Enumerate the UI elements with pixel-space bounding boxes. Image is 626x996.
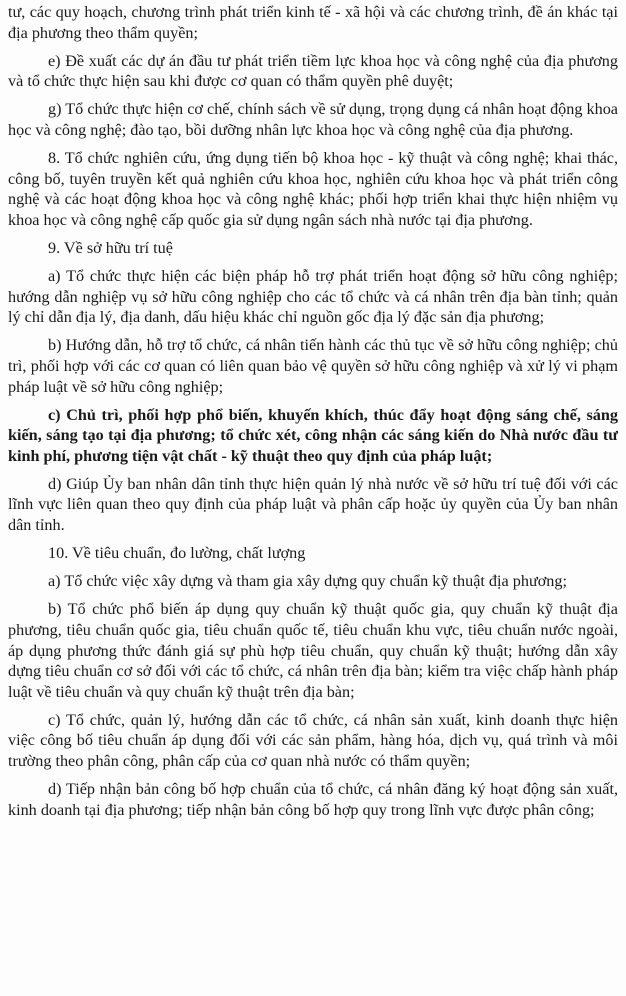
- paragraph-9a: a) Tổ chức thực hiện các biện pháp hỗ trợ phát triển hoạt động sở hữu công nghiệp; hướng dẫn nghiệp vụ sở hữu công nghiệp cho các tổ chức và cá nhân trên địa bàn tỉnh; quản lý chỉ dẫn địa lý, địa danh, dấu hiệu khác chỉ nguồn gốc địa lý đặc sản địa phương;: [8, 267, 618, 327]
- section-heading-10: 10. Về tiêu chuẩn, đo lường, chất lượng: [48, 544, 306, 563]
- paragraph-9d: d) Giúp Ủy ban nhân dân tỉnh thực hiện quản lý nhà nước về sở hữu trí tuệ đối với các lĩnh vực liên quan theo quy định của pháp luật và phân cấp hoặc ủy quyền của Ủy ban nhân dân tỉnh.: [8, 474, 618, 535]
- paragraph-section-8: 8. Tổ chức nghiên cứu, ứng dụng tiến bộ khoa học - kỹ thuật và công nghệ; khai thác, công bố, tuyên truyền kết quả nghiên cứu khoa học, nghiên cứu khoa học và phát triển công nghệ và các hoạt động khoa học và công nghệ khác; phối hợp triển khai thực hiện nhiệm vụ khoa học và công nghệ cấp quốc gia sử dụng ngân sách nhà nước tại địa phương.: [8, 149, 618, 229]
- paragraph-10a: a) Tổ chức việc xây dựng và tham gia xây dựng quy chuẩn kỹ thuật địa phương;: [48, 572, 567, 591]
- section-heading-9: 9. Về sở hữu trí tuệ: [48, 238, 173, 257]
- paragraph-10d: d) Tiếp nhận bản công bố hợp chuẩn của tổ chức, cá nhân đăng ký hoạt động sản xuất, kinh doanh tại địa phương; tiếp nhận bản công bố hợp quy trong lĩnh vực được phân công;: [8, 780, 618, 819]
- paragraph-item-g: g) Tổ chức thực hiện cơ chế, chính sách về sử dụng, trọng dụng cá nhân hoạt động khoa học và công nghệ; đào tạo, bồi dưỡng nhân lực khoa học và công nghệ của địa phương.: [8, 100, 618, 139]
- paragraph-9c: c) Chủ trì, phối hợp phổ biến, khuyến khích, thúc đẩy hoạt động sáng chế, sáng kiến, sáng tạo tại địa phương; tổ chức xét, công nhận các sáng kiến do Nhà nước đầu tư kinh phí, phương tiện vật chất - kỹ thuật theo quy định của pháp luật;: [8, 405, 618, 465]
- paragraph-10c: c) Tổ chức, quản lý, hướng dẫn các tổ chức, cá nhân sản xuất, kinh doanh thực hiện việc công bố tiêu chuẩn áp dụng đối với các sản phẩm, hàng hóa, dịch vụ, quá trình và môi trường theo phân công, phân cấp của cơ quan nhà nước có thẩm quyền;: [8, 710, 618, 770]
- document-body: [8, 2, 618, 828]
- paragraph-10b: b) Tổ chức phổ biến áp dụng quy chuẩn kỹ thuật quốc gia, quy chuẩn kỹ thuật địa phương, tiêu chuẩn quốc gia, tiêu chuẩn quốc tế, tiêu chuẩn khu vực, tiêu chuẩn nước ngoài, áp dụng phương thức đánh giá sự phù hợp tiêu chuẩn, quy chuẩn kỹ thuật; hướng dẫn xây dựng tiêu chuẩn cơ sở đối với các tổ chức, cá nhân trên địa bàn; kiểm tra việc chấp hành pháp luật về tiêu chuẩn và quy chuẩn kỹ thuật trên địa bàn;: [8, 600, 618, 701]
- paragraph-item-e: e) Đề xuất các dự án đầu tư phát triển tiềm lực khoa học và công nghệ của địa phương và tổ chức thực hiện sau khi được cơ quan có thẩm quyền phê duyệt;: [8, 51, 618, 91]
- paragraph-continuation: tư, các quy hoạch, chương trình phát triển kinh tế - xã hội và các chương trình, đề án khác tại địa phương theo thẩm quyền;: [8, 3, 618, 42]
- paragraph-9b: b) Hướng dẫn, hỗ trợ tổ chức, cá nhân tiến hành các thủ tục về sở hữu công nghiệp; chủ trì, phối hợp với các cơ quan có liên quan bảo vệ quyền sở hữu công nghiệp và xử lý vi phạm pháp luật về sở hữu công nghiệp;: [8, 336, 618, 396]
